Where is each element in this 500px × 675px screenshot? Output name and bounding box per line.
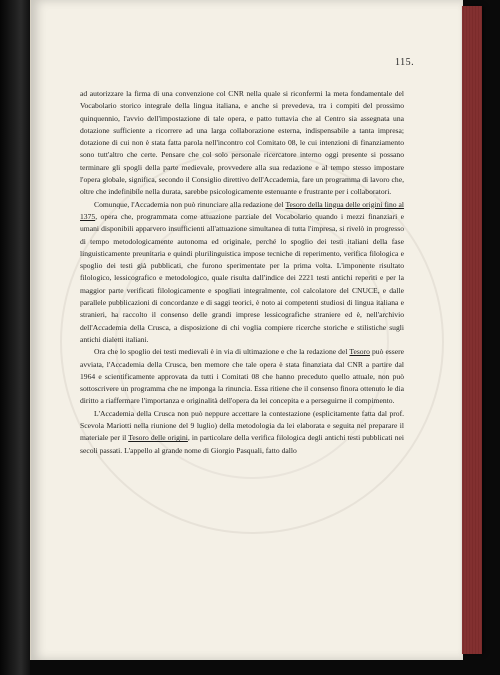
paragraph	[80, 88, 404, 199]
text-run: può essere avviata, l'Accademia della Crusca, ben memore che tale opera è stata finanziata dal CNR a partire dal 1964 e scientificamente approvata da tutti i Comitati 08 che hanno preceduto quello attuale, non può sottoscrivere un programma che ne imponga la rinuncia. Essa ritiene che il consenso finora ottenuto le dia diritto a riaffermare l'importanza e originalità dell'opera da lei concepita e a perseguirne il compimento.	[80, 347, 404, 406]
paragraph	[80, 408, 404, 457]
underlined-title: Tesoro	[349, 347, 370, 357]
underlined-title: Tesoro della lingua delle origini fino al 1375	[80, 199, 405, 221]
text-run: ad autorizzare la firma di una convenzione col CNR nella quale si riconfermi la meta fondamentale del Vocabolario storico integrale della lingua italiana, e anche si prevedeva, tra i compiti del prossimo quinquennio, l'avvio dell'impostazione di tale opera, e patto tuttavia che al Centro sia assegnata una dotazione sufficiente a ricorrere ad una larga collaborazione esterna, indispensabile a tanta impresa; dotazione di cui non è stata fatta parola nell'incontro col Comitato 08, le cui intenzioni di finanziamento sono tutt'altro che certe. Pensare che col solo personale ricercatore interno oggi presente si possano terminare gli spogli della parte medievale, provvedere alla sua redazione e al tempo stesso impostare l'opera globale, significa, secondo il Consiglio direttivo dell'Accademia, fare un programma di lavoro che, oltre che indefinibile nella durata, sarebbe psicologicamente estenuante e frustrante per i collaboratori.	[80, 89, 404, 197]
text-run: , in particolare della verifica filologica degli antichi testi pubblicati nei secoli passati. L'appello al grande nome di Giorgio Pasquali, fatto dallo	[80, 433, 404, 455]
text-run: , opera che, programmata come attuazione parziale del Vocabolario quando i mezzi finanziari e umani disponibili apparvero insufficienti all'attuazione simultanea di tutta l'impresa, si rivelò in progresso di tempo metodologicamente autonoma ed originale, perché lo spoglio dei testi italiani della fase linguisticamente preunitaria e quindi plurilinguistica impose tecniche di reperimento, verifica filologica e spoglio dei testi già pubblicati, che furono sperimentate per la prima volta. L'imponente risultato filologico, lessicografico e metodologico, quale risulta dall'indice dei 2221 testi antichi reperiti e per la maggior parte verificati filologicamente e spogliati integralmente, col calcolatore del CNUCE, e dalle parallele pubblicazioni di concordanze e di saggi teorici, è noto ai competenti studiosi di lingua italiana e stranieri, ha raccolto il consenso delle grandi imprese lessicografiche straniere ed è, nell'archivio dell'Accademia della Crusca, a disposizione di chi voglia compiere ricerche storiche e stilistiche sugli antichi dialetti italiani.	[80, 211, 404, 344]
paragraph	[80, 346, 404, 407]
underlined-title: Tesoro delle origini	[128, 433, 188, 443]
book-gutter-shadow	[0, 0, 30, 675]
page-block-edge	[462, 6, 482, 654]
text-run: Comunque, l'Accademia non può rinunciare alla redazione del	[94, 199, 286, 209]
page-number: 115.	[395, 57, 415, 68]
body-text	[80, 88, 404, 457]
text-run: L'Accademia della Crusca non può neppure accettare la contestazione (esplicitamente fatta dal prof. Scevola Mariotti nella riunione del 9 luglio) della metodologia da lei elaborata e seguita nel preparare il materiale per il	[80, 408, 404, 443]
paragraph	[80, 199, 404, 347]
text-run: Ora che lo spoglio dei testi medievali è in via di ultimazione e che la redazione del	[94, 347, 350, 357]
